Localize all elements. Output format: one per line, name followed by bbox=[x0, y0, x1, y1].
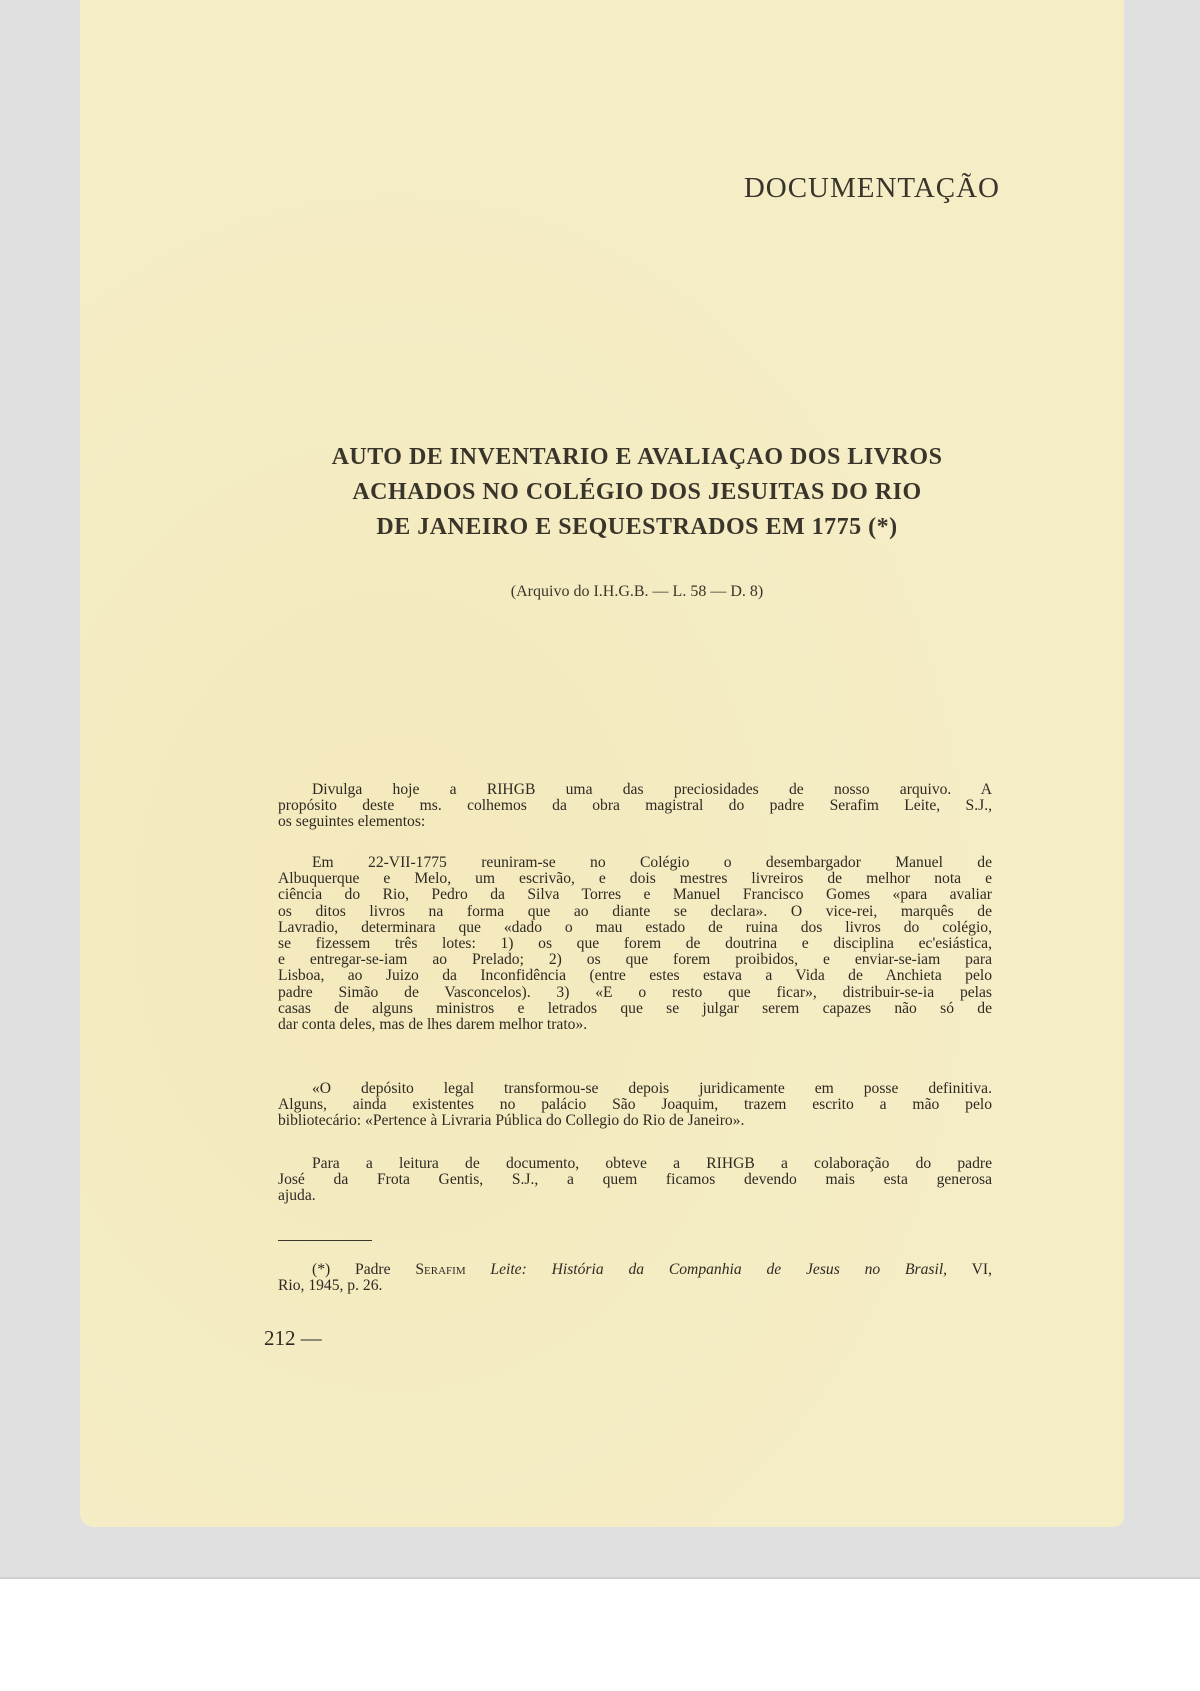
footnote-volume: VI, bbox=[971, 1262, 992, 1278]
text-line: dar conta deles, mas de lhes darem melhor trato». bbox=[278, 1016, 588, 1033]
footnote-author-surname: Leite: bbox=[490, 1262, 527, 1278]
document-page bbox=[80, 0, 1124, 1527]
text-line: Lavradio, determinara que «dado o mau estado de ruina dos livros do colégio, bbox=[278, 919, 992, 936]
title-line: AUTO DE INVENTARIO E AVALIAÇAO DOS LIVROS bbox=[331, 444, 943, 470]
text-line: padre Simão de Vasconcelos). 3) «E o resto que ficar», distribuir-se-ia pelas bbox=[278, 984, 992, 1001]
text-line: Albuquerque e Melo, um escrivão, e dois mestres livreiros de melhor nota e bbox=[278, 871, 992, 888]
text-line: os ditos livros na forma que ao diante se declara». O vice-rei, marquês de bbox=[278, 903, 992, 920]
archive-reference: (Arquivo do I.H.G.B. — L. 58 — D. 8) bbox=[510, 583, 764, 600]
text-line: José da Frota Gentis, S.J., a quem ficamos devendo mais esta generosa bbox=[278, 1172, 992, 1189]
text-line: e entregar-se-iam ao Prelado; 2) os que forem proibidos, e enviar-se-iam para bbox=[278, 952, 992, 969]
text-line: casas de alguns ministros e letrados que se julgar serem capazes não só de bbox=[278, 1000, 992, 1017]
footnote-line: Rio, 1945, p. 26. bbox=[278, 1278, 383, 1295]
text-line: Alguns, ainda existentes no palácio São Joaquim, trazem escrito a mão pelo bbox=[278, 1097, 992, 1114]
footnote-author: Serafim bbox=[415, 1262, 466, 1278]
footnote bbox=[278, 1262, 992, 1294]
text-line: ajuda. bbox=[278, 1188, 316, 1205]
title-line: DE JANEIRO E SEQUESTRADOS EM 1775 (*) bbox=[376, 514, 898, 540]
paragraph-deposit bbox=[278, 1081, 992, 1130]
text-line: Para a leitura de documento, obteve a RIHGB a colaboração do padre bbox=[312, 1156, 992, 1172]
title-line: ACHADOS NO COLÉGIO DOS JESUITAS DO RIO bbox=[352, 479, 922, 505]
text-line: se fizessem três lotes: 1) os que forem de doutrina e disciplina ec'esiástica, bbox=[278, 935, 992, 952]
paragraph-intro bbox=[278, 782, 992, 831]
footnote-marker: (*) bbox=[312, 1262, 331, 1278]
text-line: Divulga hoje a RIHGB uma das preciosidades de nosso arquivo. A bbox=[312, 782, 992, 798]
text-line: Em 22-VII-1775 reuniram-se no Colégio o desembargador Manuel de bbox=[312, 855, 992, 871]
paragraph-inventory bbox=[278, 855, 992, 1033]
text-line: os seguintes elementos: bbox=[278, 814, 426, 831]
footnote-divider bbox=[278, 1240, 372, 1241]
footnote-line bbox=[278, 1262, 992, 1278]
footnote-text: Padre bbox=[355, 1262, 391, 1278]
paragraph-acknowledgement bbox=[278, 1156, 992, 1205]
text-line: Lisboa, ao Juizo da Inconfidência (entre estes estava a Vida de Anchieta pelo bbox=[278, 968, 992, 985]
page-number: 212 — bbox=[264, 1326, 322, 1350]
text-line: ciência do Rio, Pedro da Silva Torres e Manuel Francisco Gomes «para avaliar bbox=[278, 887, 992, 904]
text-line: «O depósito legal transformou-se depois juridicamente em posse definitiva. bbox=[312, 1081, 992, 1097]
section-heading: DOCUMENTAÇÃO bbox=[743, 172, 1000, 204]
footnote-work-title: História da Companhia de Jesus no Brasil, bbox=[551, 1262, 948, 1278]
text-line: propósito deste ms. colhemos da obra magistral do padre Serafim Leite, S.J., bbox=[278, 798, 992, 815]
text-line: bibliotecário: «Pertence à Livraria Pública do Collegio do Rio de Janeiro». bbox=[278, 1113, 745, 1130]
document-title bbox=[270, 440, 1004, 545]
